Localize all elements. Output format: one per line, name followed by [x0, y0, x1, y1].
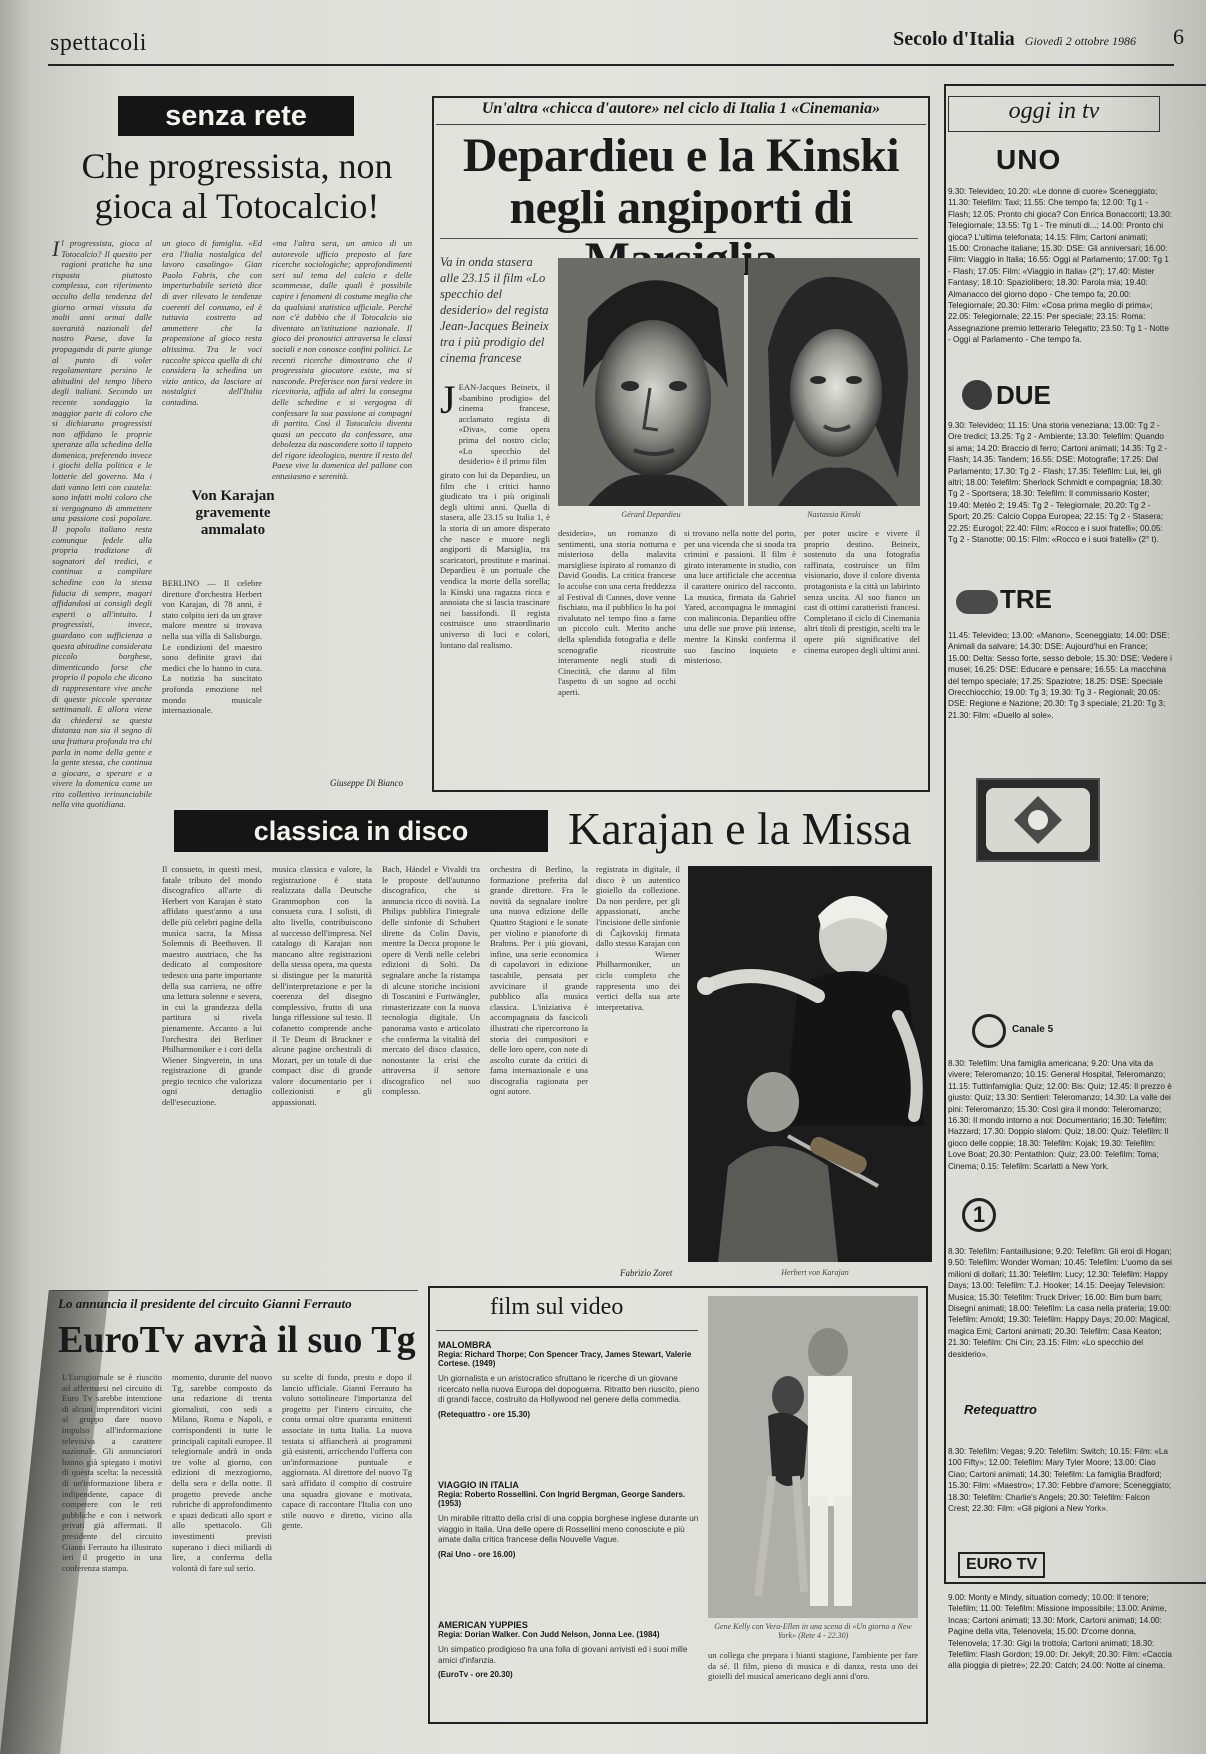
film-entry-channel: (EuroTv - ore 20.30) — [438, 1670, 513, 1680]
film-title-rule — [436, 1330, 698, 1331]
film-entry-body: Un mirabile ritratto della crisi di una coppia borghese inglese durante un viaggio in Italia. Una delle opere di Rossellini meno conosciute e più amate dalla critica francese della Nouvelle Vague. — [438, 1514, 699, 1545]
film-entry — [438, 1480, 700, 1559]
depardieu-lead — [440, 377, 550, 467]
film-entry-title: MALOMBRA — [438, 1340, 492, 1350]
film-entry-body: Un simpatico prodigioso fra una folla di giovani arrivisti ed i suoi mille amici d'infanzia. — [438, 1645, 688, 1665]
karajan-news-headline: Von Karajan gravemente ammalato — [191, 488, 275, 538]
kinski-photo — [748, 258, 920, 506]
retequattro-logo: Retequattro — [964, 1402, 1037, 1417]
rai-tre-schedule: 11.45: Televideo; 13.00: «Manon», Sceneggiato; 14.00: DSE: Animali da salvare; 14.30: DSE: Aujourd'hui en France; 15.00: Delta: Sesso forte, sesso debole; 15.30: DSE: Vedere i musei; 16.25: DSE: Educare e pensare; 16.55: La macchina del tempo speciale; 17.25: Spaziotre; 18.25: DSE: Speciale Orecchiocchio; 19.00: Tg 3; 19.30: Tg 3 - Regionali; 20.05: DSE: Regione e Nazione; 20.30: Tg 3 speciale; 21.20: Tg 3; 21.30: Film: «Duello al sole». — [948, 631, 1172, 720]
header-rule — [48, 64, 1174, 66]
film-entry — [438, 1340, 700, 1419]
issue-date: Giovedì 2 ottobre 1986 — [1024, 34, 1136, 48]
section-rule — [52, 1290, 418, 1291]
article-column: orchestra di Berlino, la formazione preferita dal grande direttore. Fra le novità da segnalare inoltre una nuova edizione delle Quattro Stagioni e le sonate per violino e pianoforte di Brahms. Per i più giovani, infine, una serie economica di capolavori in edizione tascabile, pensata per avvicinare il grande pubblico alla musica classica. L'iniziativa è accompagnata da fascicoli illustrati che ripercorrono la storia dei compositori e delle loro opere, con note di ascolto curate da critici di fama internazionale e una discografia ragionata per ogni autore. — [490, 864, 588, 1097]
masthead — [893, 28, 1136, 51]
film-entry-title: AMERICAN YUPPIES — [438, 1620, 528, 1630]
article-column: BERLINO — Il celebre direttore d'orchestra Herbert von Karajan, di 78 anni, è stato colpito ieri da un grave malore mentre si trovava nella sua villa di Salisburgo. Le condizioni del maestro sono definite gravi dai medici che lo hanno in cura. La notizia ha suscitato profonda emozione nel mondo musicale internazionale. — [162, 578, 262, 716]
eurotv-logo: EURO TV — [958, 1552, 1045, 1578]
article-column: Il consueto, in questi mesi, fatale tributo del mondo discografico all'arte di Herbert von Karajan è stato affidato quest'anno a una delle più celebri pagine della musica sacra, la Missa Solemnis di Beethoven. Il maestro austriaco, che ha dedicato al compositore tedesco una parte importante della sua carriera, ne offre una lettura solenne e severa, in cui la grandezza della partitura si rivela pienamente. Accanto a lui l'orchestra dei Berliner Philharmoniker e i cori della Wiener Singverein, in una registrazione di grande pregio tecnico che valorizza ogni dettaglio dell'esecuzione. — [162, 864, 262, 1108]
eurotv-schedule: 9.00: Monty e Mindy, situation comedy; 10.00: Il tenore; Telefilm; 11.00: Telefilm: Missione impossibile; 13.00: Anime, Incas; Cartoni animati; 13.30: Mork, Cartoni animati; 14.00: Pagine della vita, Telenovela; 15.00: D'come donna, Telenovela; 17.30: Gigi la trottola; Cartoni animati; 18.30: Telefilm: Flash Gordon; 19.00: Dr. Jekyll; 20.30: Film: «Caccia alla pioggia di pietre»; 22.20: Catch; 24.00: Notte al cinema. — [948, 1593, 1172, 1671]
senza-rete-tag: senza rete — [118, 96, 354, 136]
film-entry-credits: Regia: Dorian Walker. Con Judd Nelson, Jonna Lee. (1984) — [438, 1630, 660, 1639]
canale5-emblem-icon — [972, 1014, 1006, 1048]
oggi-in-tv-title: oggi in tv — [1008, 98, 1100, 124]
article-column: momento, durante del nuovo Tg, sarebbe composto da una redazione di trenta giornalisti, con sedi a Milano, Roma e Napoli, e corrispondenti in tutte le principali capitali europee. Il telegiornale andrà in onda tre volte al giorno, con edizioni di mezzogiorno, della sera e della notte. Il progetto prevede anche rubriche di approfondimento e spazi dedicati allo sport e allo spettacolo. Gli investimenti previsti superano i dieci miliardi di lire, a conferma della volontà di fare sul serio. — [172, 1372, 272, 1573]
classica-tag: classica in disco — [174, 810, 548, 852]
page-number: 6 — [1173, 24, 1184, 49]
article-column: registrata in digitale, il disco è un autentico gioiello da collezione. Da non perdere, per gli appassionati, anche l'incisione delle sinfonie di Čajkovskij firmata dallo stesso Karajan con i Wiener Philharmoniker, un ciclo completo che rappresenta uno dei vertici della sua arte interpretativa. — [596, 864, 680, 1012]
rai-due-emblem-icon — [962, 380, 992, 410]
section-label: spettacoli — [50, 30, 147, 56]
film-entry-credits: Regia: Roberto Rossellini. Con Ingrid Bergman, George Sanders. (1953) — [438, 1490, 686, 1508]
article-column: Bach, Händel e Vivaldi tra le proposte dell'autunno discografico, che si annuncia ricco di novità. La Philips pubblica l'integrale delle sinfonie di Schubert dirette da Colin Davis, mentre la Decca propone le opere di Verdi nelle celebri edizioni di Solti. Da segnalare anche la ristampa di alcune storiche incisioni di Toscanini e Furtwängler, rimasterizzate con la nuova tecnologia digitale. Un panorama vasto e articolato che conferma la vitalità del mercato del disco classico, nonostante la crisi che attraversa il settore discografico nel suo complesso. — [382, 864, 480, 1097]
italia1-schedule: 8.30: Telefilm: Fantaillusione; 9.20: Telefilm: Gli eroi di Hogan; 9.50: Telefilm: Wonder Woman; 10.45: Telefilm: L'uomo da sei milioni di dollari; 11.30: Telefilm: Lucy; 12.30: Telefilm: Happy Days; 13.00: Telefilm: T.J. Hooker; 14.15: Deejay Television: Musica; 15.30: Telefilm: Truck Driver; 16.00: Bim bum bam; Disegni animati; 18.00: Telefilm: La casa nella prateria; 19.00: Telefilm: Arnold; 19.30: Telefilm: Happy Days; 20.00: Magical, magica Emi; Cartoni animati; 20.30: Telefilm: Casa Keaton; 21.30: Telefilm: Chi Cin; 23.15: Film: «Lo specchio del desiderio». — [948, 1247, 1172, 1359]
tv-set-icon — [976, 778, 1100, 862]
depardieu-kicker: Un'altra «chicca d'autore» nel ciclo di Italia 1 «Cinemania» — [481, 100, 881, 117]
karajan-photo — [688, 866, 932, 1262]
rai-uno-schedule: 9.30: Televideo; 10.20: «Le donne di cuore» Sceneggiato; 11.30: Telefilm: Taxi; 11.55: Che tempo fa; 12.00: Tg 1 - Flash; 12.05: Pronto chi gioca? Con Enrica Bonaccorti; 13.30: Telegiornale; 13.55: Tg 1 - Tre minuti di...; 14.00: Pronto chi gioca? L'ultima telefonata; 14.15: Film; Cartoni animati; 15.00: Cronache italiane; 15.30: DSE: Gli anniversari; 16.00: Film: Viaggio in Italia; 16.55: Oggi al Parlamento; 17.00: Tg 1 - Flash; 17.05: Film: «Viaggio in Italia» (2°); 17.40: Mister Fantasy; 18.10: Spaziolibero; 18.30: Parola mia; 19.40: Almanacco del giorno dopo - Che tempo fa; 20.00: Telegiornale; 20.30: Film: «Cosa prima meglio di prima»; 22.05: Telegiornale; 22.15: Per speciale; 23.15: Roma: Assegnazione premio letterario Telegatto; 23.50: Tg 1 - Notte - Oggi al Parlamento - Che tempo fa. — [948, 187, 1172, 345]
rai-uno-logo: UNO — [996, 144, 1062, 175]
film-entry-body: Un giornalista e un aristocratico sfruttano le ricerche di un giovane ricercato nella nuova Europa del dopoguerra. Ritratto ben riuscito, pieno di grandi facce, costruito da Hollywood nel genere della commedia. — [438, 1374, 700, 1405]
headline-rule — [440, 238, 918, 239]
article-column: un collega che prepara i bianti stagione, l'ambiente per fare da sé. Il film, pieno di musica e di danza, resta uno dei gioielli del musical americano degli anni d'oro. — [708, 1650, 918, 1682]
rai-tre-logo: TRE — [1000, 584, 1052, 614]
progressista-headline: Che progressista, non gioca al Totocalcio! — [81, 146, 393, 226]
article-column: I l progressista, gioca al Totocalcio? Il quesito per ragioni pratiche ha una risposta piuttosto complessa, con riferimento occulto della tendenza del giorno ormai vissuta da molti anni ormai dalle sovranità nazionali del nostro Paese, dove la propaganda di parte giunge al punto di voler regolamentare persino le abitudini del tempo libero degli italiani. Secondo un recente sondaggio la maggior parte di coloro che si dichiarano progressisti non affidano le proprie speranze alla schedina della domenica, preferendo invece i giochi della politica e le lotterie del governo. Ma i dati vanno letti con cautela: sono infatti molti coloro che si vergognano di ammettere una passione così popolare. Il popolo italiano resta comunque fedele alla propria tradizione di sognatori del tredici, e continua a compilare schedine con la stessa fiducia di sempre, magari affidandosi ai consigli degli esperti o all'intuito. I progressisti, invece, guardano con sufficienza a questa abitudine considerata piccolo borghese, dimenticando forse che proprio il popolo che dicono di rappresentare vive anche di queste piccole speranze settimanali. E allora viene da chiedersi se questa distanza non sia il segno di una frattura profonda tra chi parla in nome della gente e la gente stessa, che continua a giocare, a sperare e a vivere la domenica come un rito collettivo irrinunciabile nella vita quotidiana. — [52, 238, 152, 810]
article-column: desiderio», un romanzo di sentimenti, una storia notturna e misteriosa della malavita marsigliese ispirato al romanzo di David Goodis. La critica francese lo accolse con una certa freddezza al Festival di Cannes, dove venne fischiato, ma il pubblico lo ha poi rivalutato nel tempo fino a farne un piccolo cult. Merito anche della splendida fotografia e delle scenografie ricostruite interamente negli studi di Cinecittà, che danno al film l'aspetto di un sogno ad occhi aperti. — [558, 528, 676, 697]
rai-due-schedule: 9.30: Televideo; 11.15: Una storia veneziana; 13.00: Tg 2 - Ore tredici; 13.25: Tg 2 - Ambiente; 13.30: Telefilm: Quando si ama; 14.20: Braccio di ferro; Cartoni animati; 14.35: Tg 2 - Flash; 14.35: Tandem; 16.55: DSE: Motografie; 17.25: Dal Parlamento; 17.30: Tg 2 - Flash; 17.35: Telefilm: Lui, lei, gli altri; 18.00: Telefilm: Sherlock Schmidt e compagnia; 18.30: Tg 2 - Sportsera; 18.30: Telefilm: Il commissario Koster; 19.40: Metéo 2; 19.45: Tg 2 - Telegiornale; 20.20: Tg 2 - Sport; 20.25: Calcio Coppa Europea; 22.15: Tg 2 - Stasera; 22.25: Eurogol; 22.40: Film: «Rocco e i suoi fratelli»; 00.05: Tg 2 - Stanotte; 00.15: Film: «Rocco e i suoi fratelli» (2° t). — [948, 421, 1168, 545]
article-column: L'Eurogiornale se è riuscito ad affermarsi nel circuito di Euro Tv sarebbe intenzione di alcuni imprenditori vicini al gruppo dare nuovo impulso all'informazione televisiva a carattere nazionale. Gli annunciatori hanno già spiegato i motivi di questa scelta: la necessità di un'informazione libera e indipendente, capace di competere con le reti pubbliche e con i network privati già affermati. Il presidente del circuito Gianni Ferrauto ha illustrato ieri il progetto in una conferenza stampa. — [62, 1372, 162, 1573]
rai-due-logo: DUE — [996, 380, 1051, 410]
rai-tre-emblem-icon — [956, 590, 998, 614]
article-column: su scelte di fondo, presto e dopo il lancio ufficiale. Gianni Ferrauto ha voluto sottolineare l'importanza del progetto per l'intero circuito, che conta ormai oltre quaranta emittenti associate in tutta Italia. La nuova testata si affiancherà ai programmi già esistenti, arricchendo l'offerta con un'informazione puntuale e aggiornata. Al direttore del nuovo Tg sarà affidato il compito di costruire una squadra giovane e motivata, capace di raccontare l'Italia con uno stile nuovo e diretto, vicino alla gente. — [282, 1372, 412, 1531]
depardieu-intro: Va in onda stasera alle 23.15 il film «Lo specchio del desiderio» del regista Jean-Jacques Beineix tra i più prodigio del cinema francese — [440, 255, 549, 365]
masthead-title: Secolo d'Italia — [893, 28, 1015, 50]
depardieu-caption: Gérard Depardieu — [621, 510, 681, 519]
film-entry-channel: (Rai Uno - ore 16.00) — [438, 1549, 516, 1559]
kinski-caption: Nastassia Kinski — [807, 510, 861, 519]
retequattro-schedule: 8.30: Telefilm: Vegas; 9.20: Telefilm: Switch; 10.15: Film: «La 100 Fifty»; 12.00: Telefilm: Mary Tyler Moore; 13.00: Ciao Ciao; Cartoni animati; 14.30: Telefilm: La famiglia Bradford; 15.30: Film: «Maestro»; 17.30: Febbre d'amore; Sceneggiato; 18.30: Telefilm: Charlie's Angels; 20.30: Telefilm: Falcon Crest; 22.30: Film: «Gli pigioni a New York». — [948, 1447, 1172, 1514]
article-column: si trovano nella notte del porto, per una vicenda che si snoda tra crimini e passioni. Il film è girato interamente in studio, con una luce artificiale che accentua il carattere onirico del racconto. La musica, firmata da Gabriel Yared, accompagna le immagini con malinconia. Depardieu offre una delle sue prove più intense, mentre la Kinski conferma il suo fascino inquieto e misterioso. — [684, 528, 796, 666]
canale5-schedule: 8.30: Telefilm: Una famiglia americana; 9.20: Una vita da vivere; Teleromanzo; 10.15: General Hospital, Teleromanzo; 11.15: Tuttinfamiglia: Quiz; 12.00: Bis: Quiz; 12.45: Il prezzo è giusto: Quiz; 13.30: Sentieri: Teleromanzo; 14.30: La valle dei pini: Teleromanzo; 15.30: Così gira il mondo: Teleromanzo; 16.30: Il mondo intorno a noi: Documentario; 16.30: Telefilm: Hazzard; 17.30: Doppio slalom: Quiz; 18.00: Quiz: Telefilm: Il gioco delle coppie; 18.30: Telefilm: Kojak; 19.30: Telefilm: Love Boat; 20.30: Pentathlon: Quiz; 23.00: Telefilm: Toma; Cinema; 0.15: Telefilm: Scarlatti a New York. — [948, 1059, 1172, 1171]
film-photo-caption: Gene Kelly con Vera-Ellen in una scena di «Un giorno a New York» (Rete 4 - 22.30) — [714, 1622, 912, 1640]
kicker-rule — [436, 124, 926, 125]
film-photo — [708, 1296, 918, 1618]
film-sul-video-title: film sul video — [490, 1294, 624, 1320]
italia1-emblem-icon: 1 — [962, 1198, 996, 1232]
lead-text: EAN-Jacques Beineix, il «bambino prodigio» del cinema francese, acclamato regista di «Diva», come opera prima del nostro ciclo; «Lo specchio del desiderio» è il primo film — [458, 382, 550, 467]
article-column: musica classica e valore, la registrazione è stata realizzata dalla Deutsche Grammophon con la consueta cura. I solisti, di alto livello, contribuiscono al successo dell'impresa. Nel catalogo di Karajan non mancano altre registrazioni della stessa opera, ma questa si distingue per la maturità dell'interpretazione e per la coerenza del disegno complessivo, frutto di una lunga riflessione sul testo. Il cofanetto comprende anche il Te Deum di Bruckner e alcune pagine orchestrali di Mozart, per un totale di due compact disc di grande valore documentario per i collezionisti e gli appassionati. — [272, 864, 372, 1108]
eurotv-kicker: Lo annuncia il presidente del circuito Gianni Ferrauto — [58, 1296, 352, 1311]
classica-byline: Fabrizio Zoret — [620, 1268, 673, 1278]
karajan-headline: Karajan e la Missa — [568, 803, 912, 854]
film-entry-channel: (Retequattro - ore 15.30) — [438, 1409, 531, 1419]
depardieu-photo — [558, 258, 744, 506]
article-column: «ma l'altra sera, un amico di un autorevole ufficio preposto al fare ricerche sociologiche; approfondimenti seri sul tema del calcio e delle scommesse, dalle quali è possibile capire i fenomeni di costume meglio che da qualsiasi statistica ufficiale. Perché non c'è dubbio che il Totocalcio sia diventato un'istituzione nazionale. Il gioco dei pronostici attraversa le classi sociali e non conosce confini politici. Le recenti ricerche dimostrano che il progressista giocatore esiste, ma si nasconde. Preferisce non farsi vedere in ricevitoria, affida ad altri la consegna delle schedine e si vergogna di confessare la sua passione ai compagni di partito. Così il Totocalcio diventa quasi un peccato da confessare, una debolezza da nascondere sotto il tappeto del rigore ideologico, mentre il resto del Paese vive la domenica del pallone con entusiasmo e serenità. — [272, 238, 412, 482]
article-column: girato con lui da Depardieu, un film che i critici hanno giudicato tra i più originali degli ultimi anni. Quella di stasera, alle 23.15 su Italia 1, è la storia di un amore disperato che nasce e muore negli angiporti di Marsiglia, tra scaricatori, prostitute e marinai. Depardieu è un portuale che vendica la morte della sorella; la Kinski una ragazza ricca e annoiata che si lascia trascinare nei bassifondi. Il regista costruisce uno straordinario universo di luci e colori, lontano dal realismo. — [440, 470, 550, 650]
depardieu-headline: Depardieu e la Kinski negli angiporti di — [462, 129, 900, 234]
karajan-caption: Herbert von Karajan — [781, 1268, 849, 1277]
article-column: un gioco di famiglia. «Ed era l'Italia nostalgica del lavoro casalingo» Gian Paolo Fabris, che con imperturbabile serietà dice di aver rilevato le tendenze coerenti del consumo, ed è tuttavia costretto ad ammettere che la propensione al gioco resta altissima. Tra le voci raccolte spicca quella di chi considera la schedina un vizio antico, da lasciare ai nostalgici dell'Italia contadina. — [162, 238, 262, 407]
article-byline: Giuseppe Di Bianco — [330, 778, 403, 788]
eurotv-headline: EuroTv avrà il suo Tg — [58, 1319, 416, 1361]
film-entry-title: VIAGGIO IN ITALIA — [438, 1480, 519, 1490]
film-entry — [438, 1620, 700, 1679]
canale5-logo: Canale 5 — [1012, 1024, 1054, 1035]
article-column: per poter uscire e vivere il proprio destino. Beineix, sostenuto da una fotografia raffinata, costruisce un film visionario, dove il colore diventa protagonista e la città un labirinto senza uscita. Al suo fianco un cast di ottimi caratteristi francesi. Completano il ciclo di Cinemania altri titoli di prestigio, scelti tra le opere più significative del cinema europeo degli ultimi anni. — [804, 528, 920, 655]
film-entry-credits: Regia: Richard Thorpe; Con Spencer Tracy, James Stewart, Valerie Cortese. (1949) — [438, 1350, 692, 1368]
dropcap: J — [440, 377, 456, 422]
